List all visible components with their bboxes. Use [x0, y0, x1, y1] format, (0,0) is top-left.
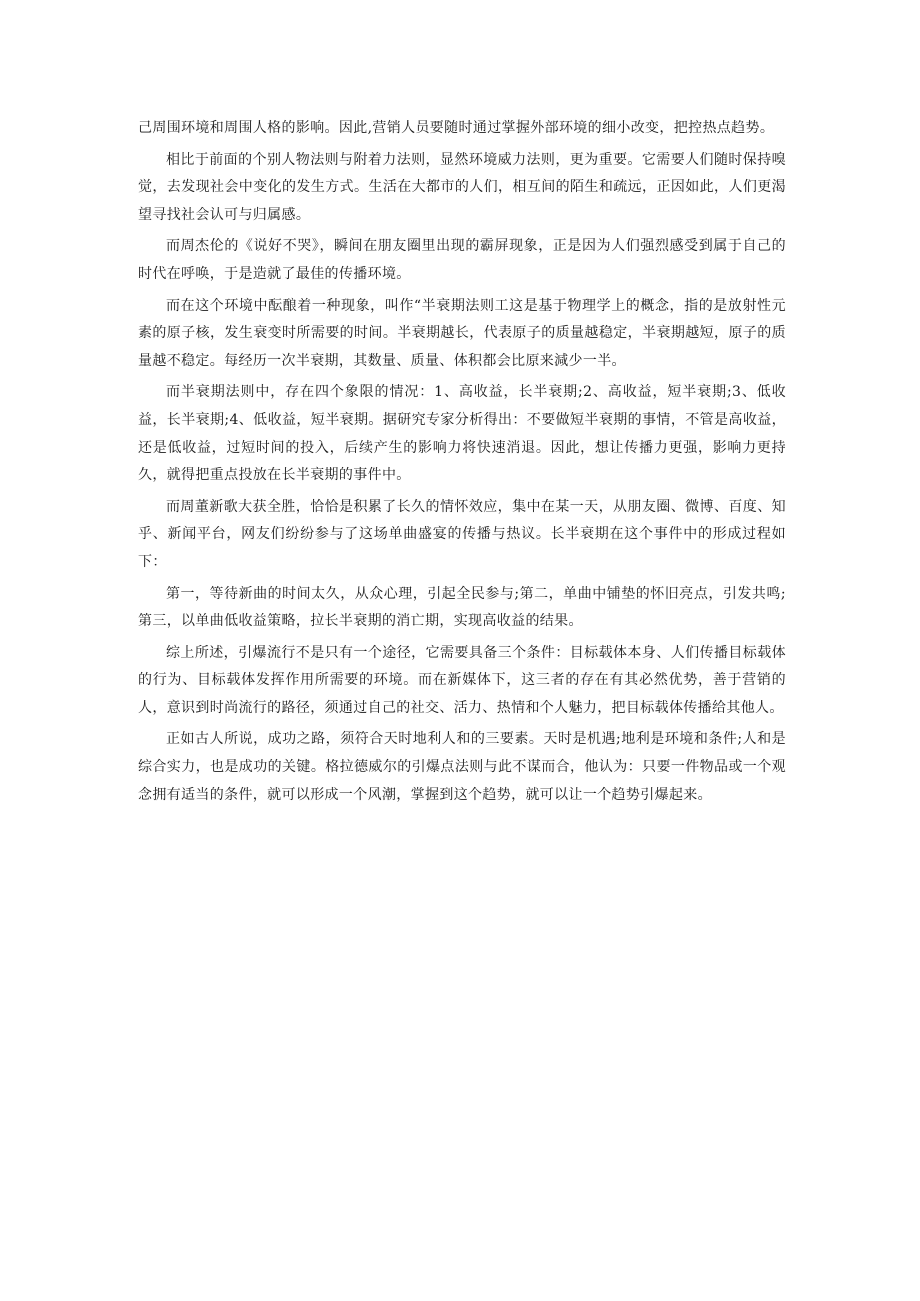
- paragraph-8: 综上所述，引爆流行不是只有一个途径，它需要具备三个条件：目标载体本身、人们传播目标载体的行为、目标载体发挥作用所需要的环境。而在新媒体下，这三者的存在有其必然优势，善于营销的人，意识到时尚流行的路径，须通过自己的社交、活力、热情和个人魅力，把目标载体传播给其他人。: [138, 644, 786, 716]
- paragraph-6: 而周董新歌大获全胜，恰恰是积累了长久的情怀效应，集中在某一天，从朋友圈、微博、百度、知乎、新闻平台，网友们纷纷参与了这场单曲盛宴的传播与热议。长半衰期在这个事件中的形成过程如下：: [138, 498, 786, 570]
- paragraph-2: 相比于前面的个别人物法则与附着力法则，显然环境威力法则，更为重要。它需要人们随时保持嗅觉，去发现社会中变化的发生方式。生活在大都市的人们，相互间的陌生和疏远，正因如此，人们更渴望寻找社会认可与归属感。: [138, 151, 786, 223]
- paragraph-1: 己周围环境和周围人格的影响。因此,营销人员要随时通过掌握外部环境的细小改变，把控热点趋势。: [138, 120, 775, 136]
- document-page: [138, 115, 786, 813]
- paragraph-9: 正如古人所说，成功之路，须符合天时地利人和的三要素。天时是机遇;地利是环境和条件;人和是综合实力，也是成功的关键。格拉德威尔的引爆点法则与此不谋而合，他认为：只要一件物品或一个观念拥有适当的条件，就可以形成一个风潮，掌握到这个趋势，就可以让一个趋势引爆起来。: [138, 731, 786, 803]
- paragraph-5: 而半衰期法则中，存在四个象限的情况：1、高收益，长半衰期;2、高收益，短半衰期;3、低收益，长半衰期;4、低收益，短半衰期。据研究专家分析得出：不要做短半衰期的事情，不管是高收益，还是低收益，过短时间的投入，后续产生的影响力将快速消退。因此，想让传播力更强，影响力更持久，就得把重点投放在长半衰期的事件中。: [138, 384, 786, 484]
- paragraph-4: 而在这个环境中酝酿着一种现象，叫作“半衰期法则工这是基于物理学上的概念，指的是放射性元素的原子核，发生衰变时所需要的时间。半衰期越长，代表原子的质量越稳定，半衰期越短，原子的质量越不稳定。每经历一次半衰期，其数量、质量、体积都会比原来減少一半。: [138, 297, 786, 369]
- paragraph-3: 而周杰伦的《说好不哭》，瞬间在朋友圈里出现的霸屏现象，正是因为人们强烈感受到属于自己的时代在呼唤，于是造就了最佳的传播环境。: [138, 238, 786, 282]
- paragraph-7: 第一，等待新曲的时间太久，从众心理，引起全民参与;第二，单曲中铺垫的怀旧亮点，引发共鸣;第三，以单曲低收益策略，拉长半衰期的消亡期，实现高收益的结果。: [138, 585, 786, 630]
